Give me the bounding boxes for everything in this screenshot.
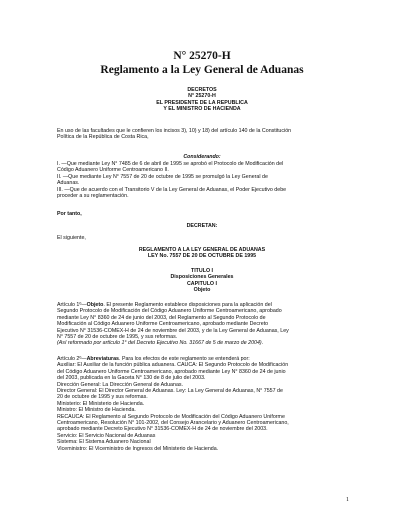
article-2-line: Ministro: El Ministro de Hacienda. [57,407,136,414]
intro-line: Política de la República de Costa Rica, [57,134,149,141]
decree-heading-line: N° 25270-H [188,93,216,100]
considerando-item-line: proceder a su reglamentación. [57,193,129,200]
article-2-line: aprobado mediante Decreto Ejecutivo N° 31536-COMEX-H de 24 de noviembre del 2003. [57,426,268,433]
article-2-lines [57,362,347,452]
title-line: Disposiciones Generales [170,274,234,281]
article-2-line: Ministerio: El Ministerio de Hacienda. [57,400,145,407]
por-tanto: Por tanto, [57,211,82,217]
article-text: . El presente Reglamento establece disposiciones para la aplicación del [103,302,272,308]
article-1 [57,302,347,347]
article-label: Artículo 2º— [57,356,87,362]
article-2-line: 20 de octubre de 1995 y sus reformas. [57,394,148,401]
decree-heading [57,87,347,113]
article-2-line: RECAUCA: El Reglamento al Segundo Protocolo de Modificación del Código Aduanero Uniforme [57,413,285,420]
considerando-item-line: Código Aduanero Uniforme Centroamericano II. [57,167,169,174]
article-2-line: Viceministro: El Viceministro de Ingresos del Ministerio de Hacienda. [57,445,219,452]
article-label: Artículo 1º— [57,302,87,308]
decretan: DECRETAN: [186,223,218,229]
intro-line: En uso de las facultades que le confieren los incisos 3), 10) y 18) del artículo 140 de la Constitución [57,128,292,134]
regulation-title [57,247,347,260]
article-1-line: N° 7557 de 20 de octubre de 1995, y sus reformas. [57,334,178,341]
article-2-line: del Código Aduanero Uniforme Centroamericano, aprobado mediante Ley N° 8360 de 24 de junio [57,368,286,375]
article-2-line: del 2003, publicada en la Gaceta N° 130 de 8 de julio del 2003. [57,375,206,382]
article-2-line: Auxiliar: El Auxiliar de la función pública aduanera. CAUCA: El Segundo Protocolo de Modificación [57,362,289,369]
considerando-item-line: I. —Que mediante Ley N° 7485 de 6 de abril de 1995 se aprobó el Protocolo de Modificación del [57,161,284,167]
decree-heading-line: EL PRESIDENTE DE LA REPUBLICA [156,99,248,106]
considerando-heading: Considerando: [183,154,221,160]
considerando-item-line: II. —Que mediante Ley N° 7557 de 20 de octubre de 1995 se promulgó la Ley General de [57,173,268,180]
title-block [57,268,347,294]
article-2-line: Director General: El Director General de Aduanas. Ley: La Ley General de Aduanas, N° 7557 de [57,388,283,395]
article-2 [57,356,347,452]
considerando-item-line: III. —Que de acuerdo con el Transitorio V de la Ley General de Aduanas, el Poder Ejecutivo debe [57,186,287,193]
article-1-line: mediante Ley N° 8360 de 24 de junio del 2003, del Reglamento al Segundo Protocolo de [57,314,266,321]
intro-paragraph [57,128,347,141]
decree-heading-line: DECRETOS [187,87,217,93]
title-line: Objeto [193,287,211,294]
article-heading: Abreviaturas [86,356,119,362]
article-1-note: (Así reformado por artículo 1° del Decreto Ejecutivo No. 31667 de 5 de marzo de 2004). [57,340,264,347]
regulation-title-line: LEY No. 7557 DE 20 DE OCTUBRE DE 1995 [147,253,257,260]
decree-heading-line: Y EL MINISTRO DE HACIENDA [163,106,241,113]
title-line: TITULO I [190,268,214,274]
el-siguiente: El siguiente, [57,235,86,241]
article-1-line: Segundo Protocolo de Modificación del Código Aduanero Uniforme Centroamericano, aprobado [57,308,282,315]
article-1-line: Modificación al Código Aduanero Uniforme Centroamericano, aprobado mediante Decreto [57,321,269,328]
article-2-line: Sistema: El Sistema Aduanero Nacional [57,439,151,446]
article-heading: Objeto [86,302,104,308]
considerando-list [57,161,347,199]
page-number: 1 [346,497,349,503]
article-2-line: Servicio: El Servicio Nacional de Aduanas [57,432,156,439]
article-text: . Para los efectos de este reglamento se entenderá por: [119,356,250,362]
document-title: Reglamento a la Ley General de Aduanas [100,64,304,76]
decree-number: N° 25270-H [173,50,231,62]
considerando-item-line: Aduanas. [57,180,80,187]
article-2-line: Dirección General: La Dirección General de Aduanas. [57,381,184,388]
article-1-line: Ejecutivo N° 31536-COMEX-H de 24 de noviembre del 2003, y de la Ley General de Aduanas, Ley [57,327,289,334]
article-2-line: Centroamericano, Resolución N° 101-2002, del Consejo Arancelario y Aduanero Centroamericano, [57,420,289,427]
title-line: CAPITULO I [186,280,217,287]
regulation-title-line: REGLAMENTO A LA LEY GENERAL DE ADUANAS [138,247,266,253]
